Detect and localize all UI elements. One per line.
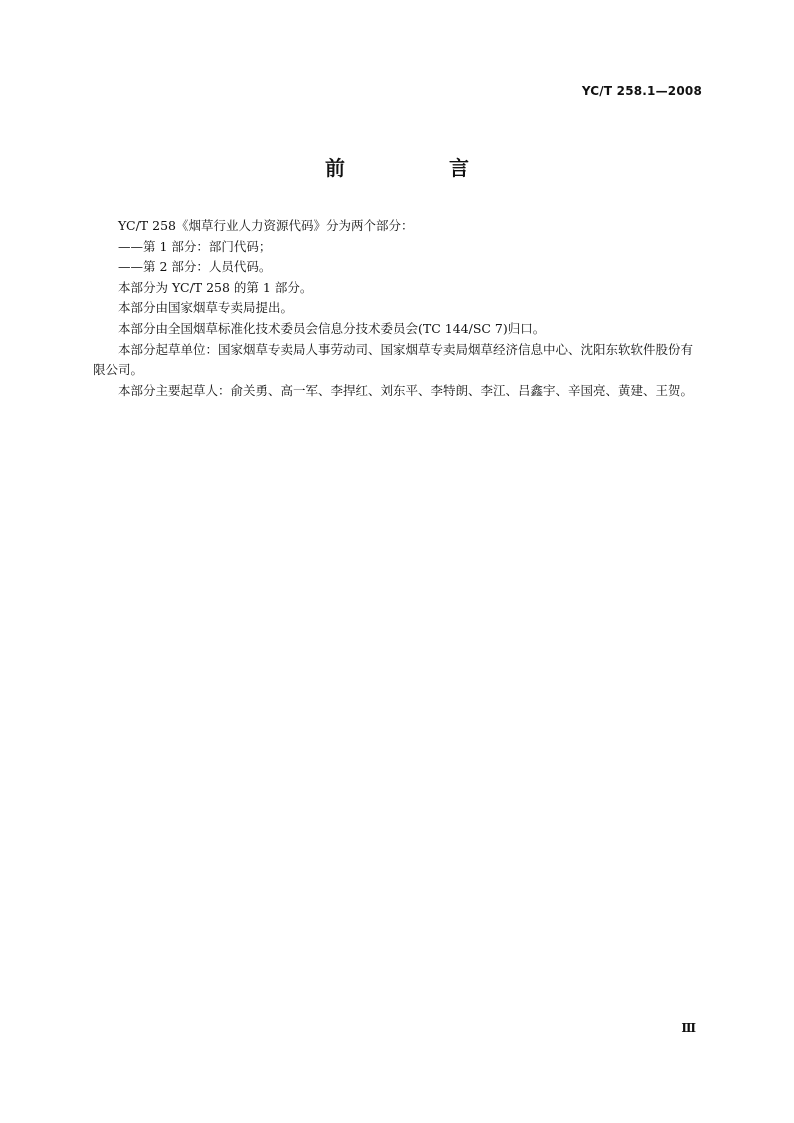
proposer-paragraph: 本部分由国家烟草专卖局提出。 bbox=[118, 300, 294, 316]
page-title: 前 言 bbox=[325, 156, 511, 180]
list-item-part-2: ——第 2 部分：人员代码。 bbox=[118, 259, 272, 275]
intro-paragraph: YC/T 258《烟草行业人力资源代码》分为两个部分： bbox=[118, 218, 414, 233]
list-item-part-1: ——第 1 部分：部门代码； bbox=[118, 238, 272, 254]
standard-code-header: YC/T 258.1—2008 bbox=[581, 84, 702, 98]
document-body bbox=[93, 216, 703, 401]
drafters-paragraph: 本部分主要起草人：俞关勇、高一军、李捍红、刘东平、李特朗、李江、吕鑫宇、辛国亮、黄建、王贺。 bbox=[118, 382, 694, 398]
drafting-units-paragraph: 本部分起草单位：国家烟草专卖局人事劳动司、国家烟草专卖局烟草经济信息中心、沈阳东软软件股份有限公司。 bbox=[93, 341, 694, 378]
committee-paragraph: 本部分由全国烟草标准化技术委员会信息分技术委员会(TC 144/SC 7)归口。 bbox=[118, 320, 546, 336]
scope-paragraph: 本部分为 YC/T 258 的第 1 部分。 bbox=[118, 279, 313, 295]
page-number: Ⅲ bbox=[681, 1021, 696, 1035]
